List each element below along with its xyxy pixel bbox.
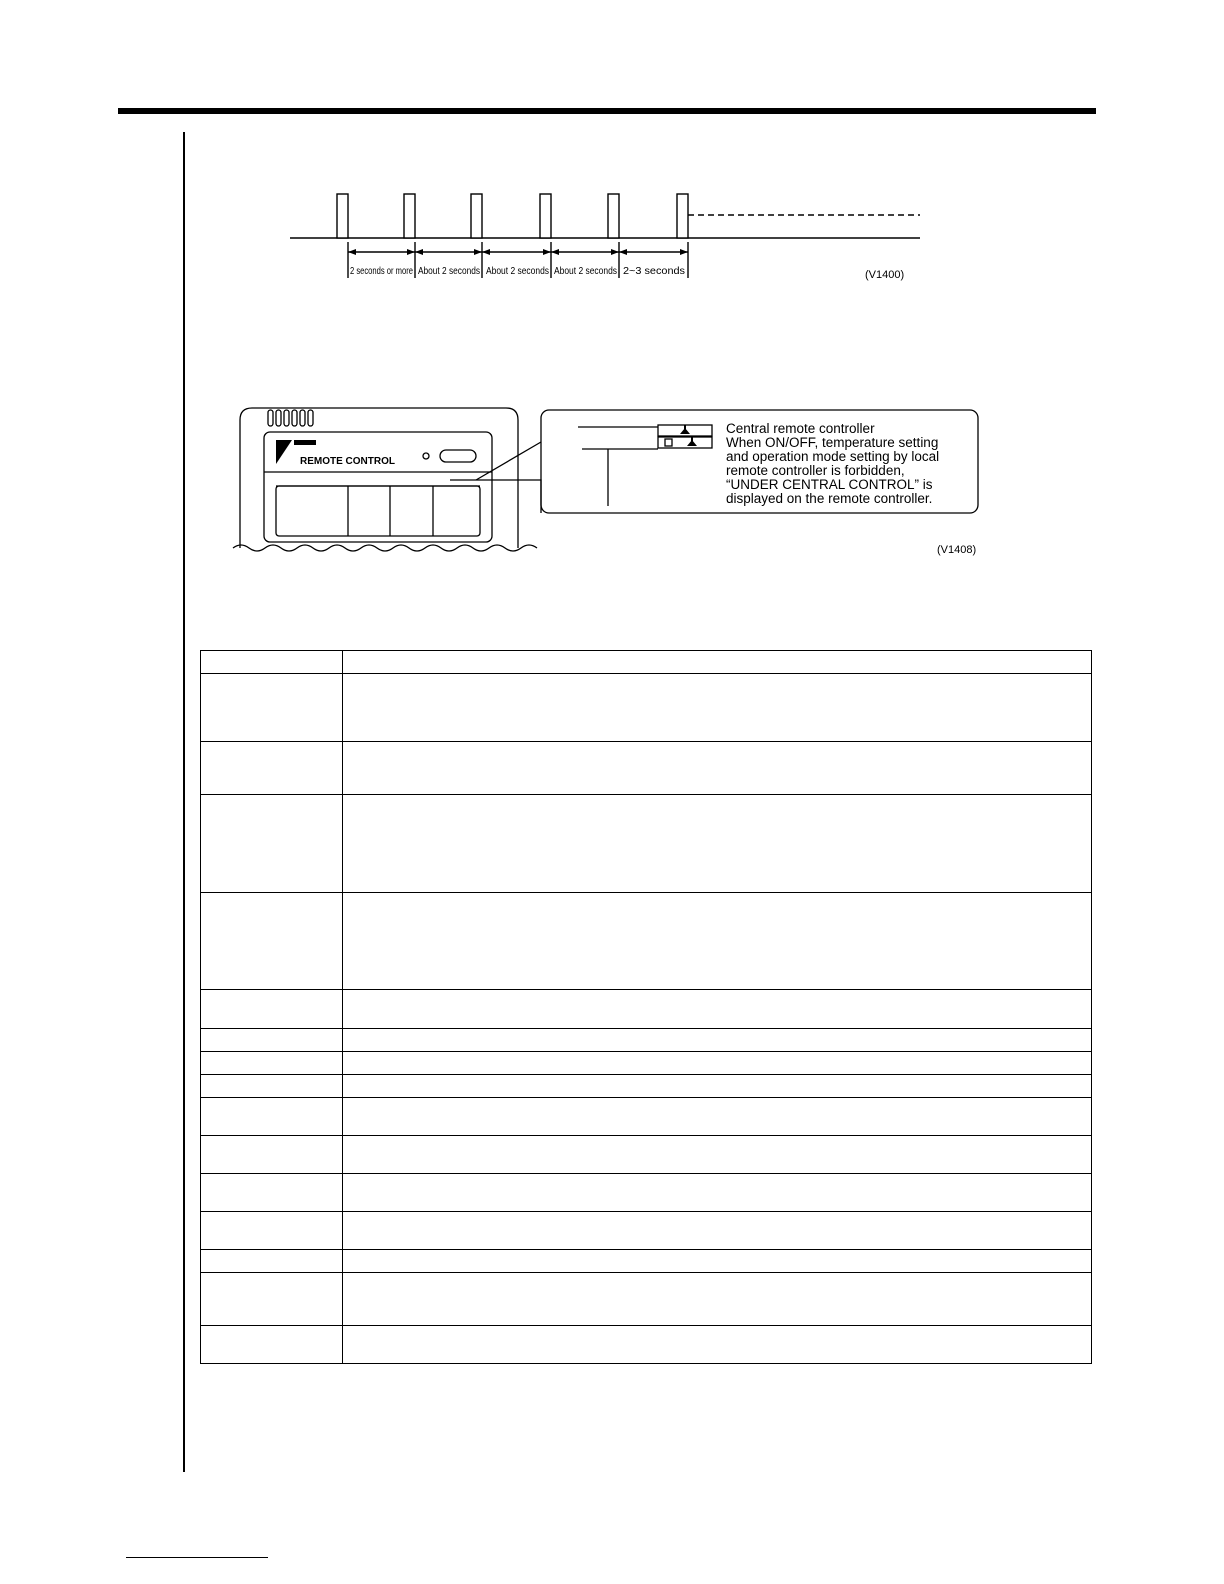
- interval-label: About 2 seconds: [486, 266, 549, 277]
- table-row: [201, 1250, 1092, 1273]
- callout-line: displayed on the remote controller.: [726, 491, 933, 506]
- callout-line: remote controller is forbidden,: [726, 463, 905, 478]
- table-row: [201, 674, 1092, 742]
- table-row: [201, 1174, 1092, 1212]
- specification-table: [200, 650, 1092, 1364]
- interval-label: About 2 seconds: [554, 266, 617, 277]
- timing-diagram: [280, 180, 940, 290]
- interval-label: 2 seconds or more: [350, 266, 414, 277]
- table-row: [201, 893, 1092, 990]
- table-row: [201, 1075, 1092, 1098]
- figure-reference: (V1400): [865, 269, 905, 281]
- table-row: [201, 1098, 1092, 1136]
- left-margin-rule: [183, 132, 185, 1472]
- table-row: [201, 1273, 1092, 1326]
- callout-line: “UNDER CENTRAL CONTROL” is: [726, 477, 933, 492]
- remote-controller-figure: [228, 400, 988, 565]
- table-row: [201, 990, 1092, 1029]
- callout-line: and operation mode setting by local: [726, 449, 940, 464]
- callout-line: Central remote controller: [726, 421, 875, 436]
- table-header-row: [201, 651, 1092, 674]
- header-rule: [118, 108, 1096, 114]
- table-row: [201, 1326, 1092, 1364]
- table-row: [201, 795, 1092, 893]
- figure-reference: (V1408): [937, 544, 977, 556]
- table-row: [201, 1212, 1092, 1250]
- panel-label: REMOTE CONTROL: [300, 456, 395, 467]
- logo-mark: [276, 440, 292, 464]
- interval-label: 2~3 seconds: [623, 266, 685, 277]
- table-row: [201, 1052, 1092, 1075]
- footer-rule: [126, 1557, 268, 1558]
- table-row: [201, 1029, 1092, 1052]
- table-row: [201, 742, 1092, 795]
- table-row: [201, 1136, 1092, 1174]
- callout-line: When ON/OFF, temperature setting: [726, 435, 939, 450]
- interval-label: About 2 seconds: [418, 266, 480, 277]
